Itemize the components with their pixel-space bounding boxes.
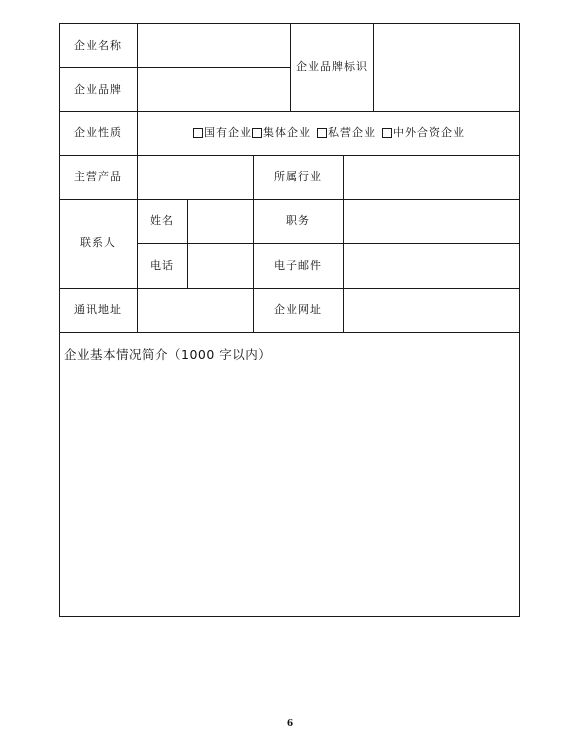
column-divider — [137, 23, 138, 111]
email-label: 电子邮件 — [274, 259, 322, 272]
option-label: 中外合资企业 — [393, 126, 465, 139]
row-divider — [59, 332, 520, 333]
column-divider — [373, 23, 374, 111]
checkbox-icon[interactable] — [382, 128, 392, 138]
option-label: 私营企业 — [328, 126, 376, 139]
contact-name-field[interactable] — [189, 201, 251, 241]
nature-option-joint-venture[interactable] — [382, 126, 465, 140]
contact-name-label: 姓名 — [150, 214, 174, 227]
checkbox-icon[interactable] — [317, 128, 327, 138]
position-field[interactable] — [345, 201, 517, 241]
email-field[interactable] — [345, 246, 517, 286]
company-name-label: 企业名称 — [74, 39, 122, 52]
checkbox-icon[interactable] — [193, 128, 203, 138]
row-divider — [59, 155, 520, 156]
row-divider — [59, 199, 520, 200]
checkbox-icon[interactable] — [252, 128, 262, 138]
company-brand-field[interactable] — [139, 70, 289, 110]
company-name-field[interactable] — [139, 26, 289, 66]
row-divider — [137, 243, 520, 244]
row-divider — [59, 288, 520, 289]
table-border-left — [59, 23, 60, 617]
table-border-right — [519, 23, 520, 617]
nature-option-private[interactable] — [317, 126, 376, 140]
brand-logo-label: 企业品牌标识 — [296, 60, 368, 73]
column-divider — [187, 199, 188, 288]
column-divider — [137, 155, 138, 332]
row-divider — [59, 67, 291, 68]
option-label: 集体企业 — [263, 126, 311, 139]
position-label: 职务 — [286, 214, 310, 227]
nature-option-collective[interactable] — [252, 126, 311, 140]
column-divider — [343, 155, 344, 332]
address-label: 通讯地址 — [74, 303, 122, 316]
nature-option-state-owned[interactable] — [193, 126, 252, 140]
column-divider — [290, 23, 291, 111]
address-field[interactable] — [139, 290, 251, 330]
company-nature-label: 企业性质 — [74, 126, 122, 139]
main-products-field[interactable] — [139, 157, 251, 197]
brand-logo-field[interactable] — [375, 25, 517, 109]
website-label: 企业网址 — [274, 303, 322, 316]
option-label: 国有企业 — [204, 126, 252, 139]
company-description-field[interactable] — [62, 368, 516, 612]
company-nature-options — [193, 126, 465, 142]
company-description-label: 企业基本情况简介（1000 字以内） — [64, 347, 272, 362]
column-divider — [137, 111, 138, 155]
row-divider — [59, 111, 520, 112]
phone-field[interactable] — [189, 246, 251, 286]
page-number: 6 — [286, 719, 294, 729]
website-field[interactable] — [345, 290, 517, 330]
contact-label: 联系人 — [80, 236, 116, 249]
phone-label: 电话 — [150, 259, 174, 272]
table-border-bottom — [59, 616, 520, 617]
industry-field[interactable] — [345, 157, 517, 197]
industry-label: 所属行业 — [274, 170, 322, 183]
company-brand-label: 企业品牌 — [74, 83, 122, 96]
column-divider — [253, 155, 254, 332]
main-products-label: 主营产品 — [74, 170, 122, 183]
